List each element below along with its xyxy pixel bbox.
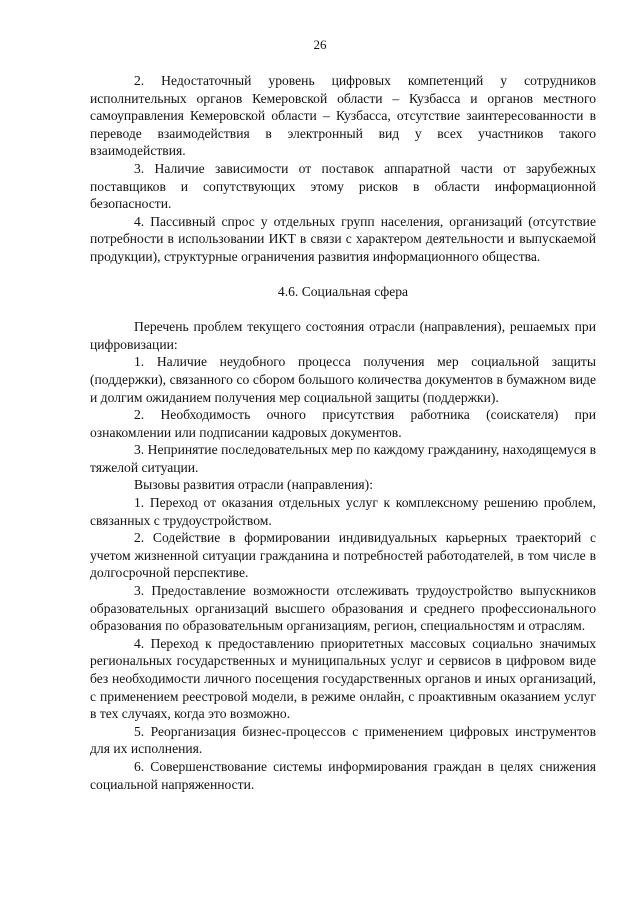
paragraph: 3. Непринятие последовательных мер по каждому гражданину, находящемуся в тяжелой ситуации.: [90, 442, 596, 475]
paragraph: 4. Пассивный спрос у отдельных групп населения, организаций (отсутствие потребности в использовании ИКТ в связи с характером деятельности и выпускаемой продукции), структурные ограничения развития информационного общества.: [90, 213, 596, 264]
paragraph: 3. Наличие зависимости от поставок аппаратной части от зарубежных поставщиков и сопутствующих этому рисков в области информационной безопасности.: [90, 160, 596, 212]
paragraph: 4. Переход к предоставлению приоритетных массовых социально значимых региональных государственных и муниципальных услуг и сервисов в цифровом виде без необходимости личного посещения государственных органов и иных организаций, с применением реестровой модели, в режиме онлайн, с проактивным оказанием услуг в тех случаях, когда это возможно.: [90, 635, 596, 722]
page-number: 26: [313, 37, 327, 52]
section-heading: 4.6. Социальная сфера: [277, 283, 409, 299]
paragraph: 2. Необходимость очного присутствия работника (соискателя) при ознакомлении или подписании кадровых документов.: [90, 407, 596, 440]
paragraph: 1. Переход от оказания отдельных услуг к комплексному решению проблем, связанных с трудоустройством.: [90, 495, 596, 528]
paragraph: Перечень проблем текущего состояния отрасли (направления), решаемых при цифровизации:: [90, 319, 596, 352]
paragraph: 1. Наличие неудобного процесса получения мер социальной защиты (поддержки), связанного со сбором большого количества документов в бумажном виде и долгим ожиданием получения мер социальной защиты (поддержки).: [90, 354, 596, 405]
paragraph: 3. Предоставление возможности отслеживать трудоустройство выпускников образовательных организаций высшего образования и среднего профессионального образования по образовательным организациям, регион, специальностям и отраслям.: [90, 583, 596, 634]
paragraph: 2. Недостаточный уровень цифровых компетенций у сотрудников исполнительных органов Кемеровской области – Кузбасса и органов местного самоуправления Кемеровской области – Кузбасса, отсутствие заинтересованности в переводе взаимодействия в электронный вид у всех участников такого взаимодействия.: [90, 73, 596, 159]
page-content: [90, 72, 596, 793]
paragraph: 5. Реорганизация бизнес-процессов с применением цифровых инструментов для их исполнения.: [90, 723, 596, 757]
paragraph: 2. Содействие в формировании индивидуальных карьерных траекторий с учетом жизненной ситуации гражданина и потребностей работодателей, в том числе в долгосрочной перспективе.: [90, 530, 596, 581]
paragraph: 6. Совершенствование системы информирования граждан в целях снижения социальной напряженности.: [90, 758, 596, 792]
paragraph: Вызовы развития отрасли (направления):: [134, 477, 373, 493]
